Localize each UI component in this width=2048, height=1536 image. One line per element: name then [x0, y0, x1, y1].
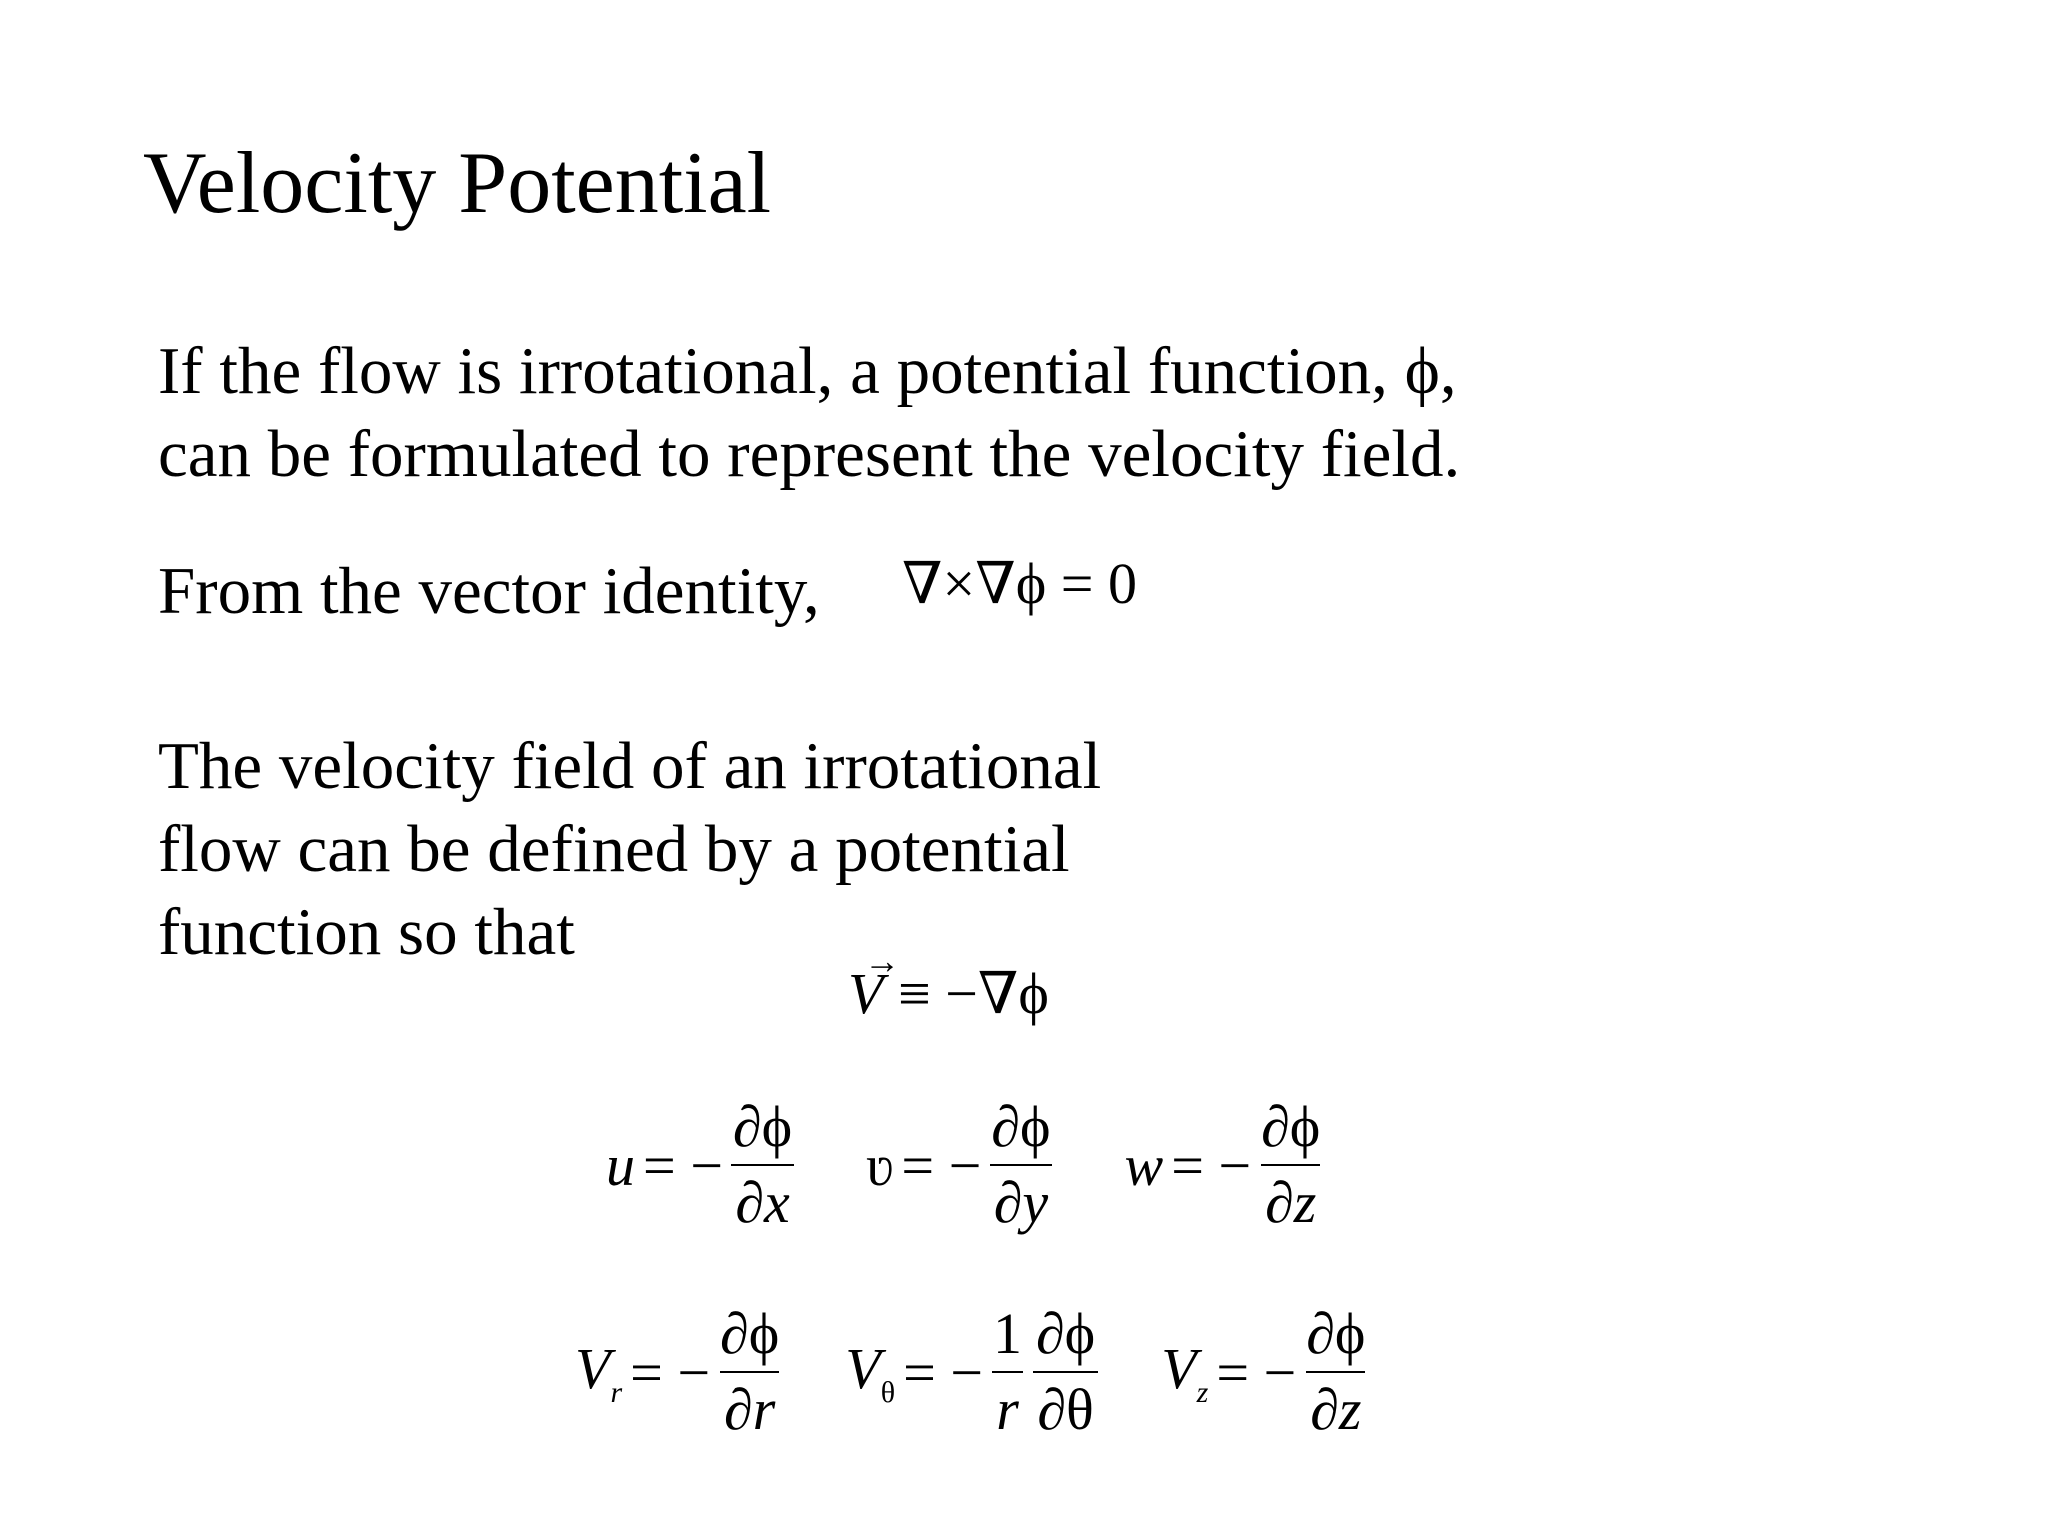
eq-lhs: ʋ — [866, 1132, 894, 1198]
velocity-vector — [848, 941, 900, 1026]
coefficient-fraction — [989, 1301, 1026, 1442]
fraction-numerator: ∂ϕ — [1306, 1301, 1366, 1366]
vr-component-equation — [575, 1301, 783, 1442]
eq-lhs-symbol: V — [845, 1335, 881, 1401]
fraction-numerator: ∂ϕ — [732, 1094, 793, 1159]
partial-fraction — [716, 1301, 783, 1442]
velocity-definition — [848, 941, 1049, 1026]
eq-lhs: u — [606, 1132, 635, 1198]
fraction-numerator: ∂ϕ — [1035, 1301, 1096, 1366]
fraction-numerator: ∂ϕ — [1261, 1094, 1321, 1159]
equals-minus: = − — [903, 1339, 983, 1405]
fraction-numerator: ∂ϕ — [991, 1094, 1051, 1159]
equals-minus: = − — [1171, 1132, 1252, 1198]
fraction-denominator: ∂r — [720, 1371, 779, 1439]
w-component-equation — [1124, 1094, 1325, 1235]
partial-fraction — [1032, 1301, 1099, 1442]
equals-minus: = − — [1216, 1339, 1297, 1405]
eq-lhs: w — [1124, 1132, 1164, 1198]
eq-lhs-subscript: z — [1196, 1375, 1209, 1409]
cylindrical-components — [575, 1301, 1431, 1442]
fraction-denominator: ∂y — [990, 1164, 1052, 1232]
eq-lhs-subscript: θ — [880, 1375, 896, 1409]
vtheta-component-equation — [845, 1301, 1099, 1442]
fraction-denominator: ∂z — [1306, 1371, 1365, 1439]
vector-arrow-icon: → — [864, 941, 900, 981]
intro-line-1: If the flow is irrotational, a potential function, ϕ, — [158, 334, 1457, 408]
intro-paragraph — [158, 330, 1460, 496]
vz-component-equation — [1161, 1301, 1369, 1442]
cartesian-components — [606, 1094, 1394, 1235]
v-component-equation — [866, 1094, 1054, 1235]
eq-lhs-symbol: V — [1161, 1335, 1197, 1401]
eq-lhs — [575, 1335, 630, 1410]
partial-fraction — [1257, 1094, 1324, 1235]
equals-minus: = − — [630, 1339, 711, 1405]
u-component-equation — [606, 1094, 796, 1235]
fraction-denominator: ∂z — [1261, 1164, 1320, 1232]
intro-line-2: can be formulated to represent the velocity field. — [158, 417, 1461, 491]
eq-lhs — [845, 1335, 903, 1410]
eq-lhs-subscript: r — [610, 1375, 623, 1409]
coefficient-denominator: r — [992, 1371, 1023, 1439]
velocity-definition-rhs: ≡ −∇ϕ — [883, 961, 1049, 1026]
fraction-numerator: ∂ϕ — [720, 1301, 780, 1366]
irrot-line-3: function so that — [158, 895, 575, 969]
irrot-line-2: flow can be defined by a potential — [158, 812, 1070, 886]
coefficient-numerator: 1 — [992, 1301, 1022, 1366]
irrot-line-1: The velocity field of an irrotational — [158, 729, 1102, 803]
equals-minus: = − — [901, 1132, 982, 1198]
identity-equation: ∇×∇ϕ = 0 — [902, 551, 1137, 616]
partial-fraction — [987, 1094, 1054, 1235]
equals-minus: = − — [643, 1132, 723, 1198]
eq-lhs — [1161, 1335, 1216, 1410]
irrotational-paragraph — [158, 725, 1101, 974]
partial-fraction — [1302, 1301, 1369, 1442]
fraction-denominator: ∂θ — [1033, 1371, 1097, 1439]
fraction-denominator: ∂x — [731, 1164, 793, 1232]
slide-title: Velocity Potential — [143, 135, 772, 232]
eq-lhs-symbol: V — [575, 1335, 611, 1401]
velocity-symbol: V — [848, 961, 884, 1026]
identity-text: From the vector identity, — [158, 554, 820, 628]
partial-fraction — [729, 1094, 796, 1235]
